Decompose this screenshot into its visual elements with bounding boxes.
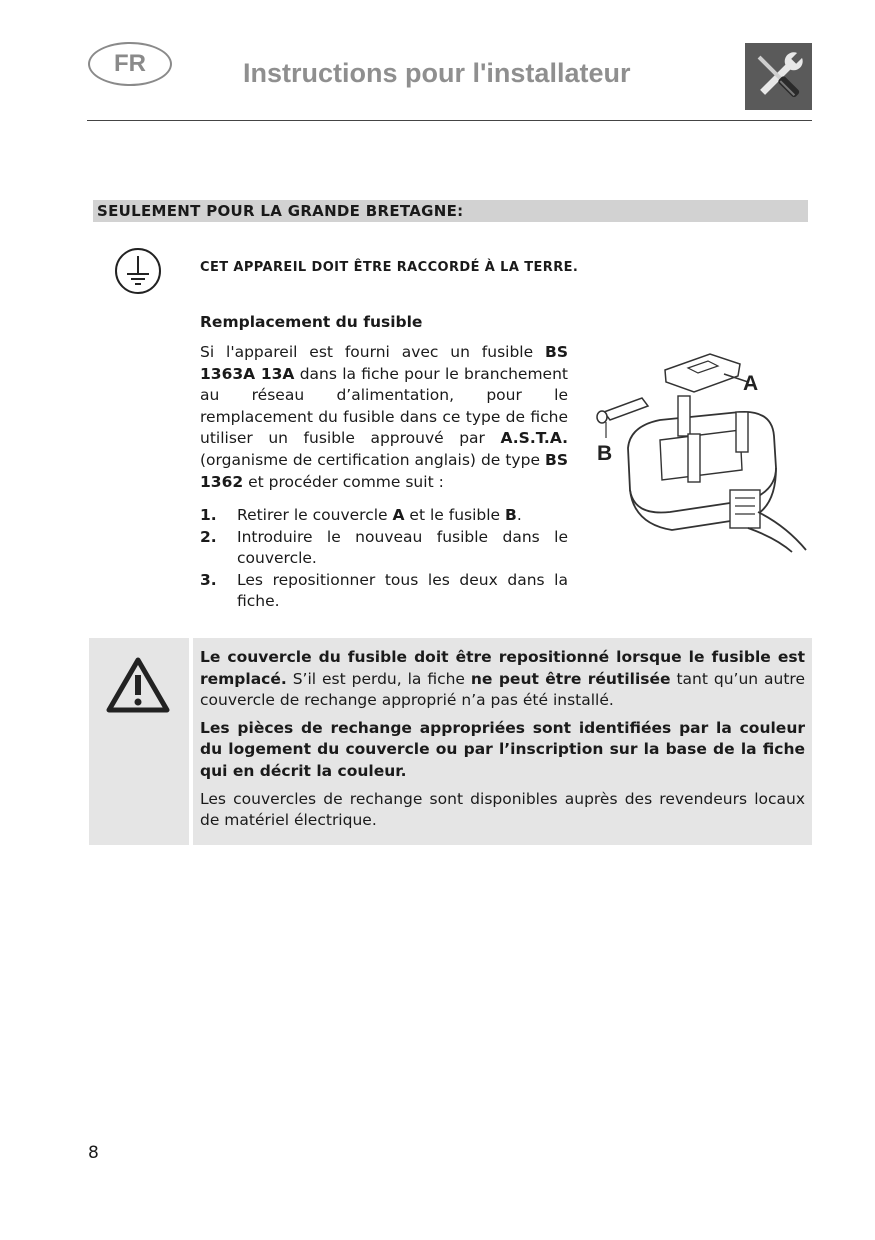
- steps-list: [200, 505, 568, 613]
- step-item: [200, 527, 568, 570]
- plug-body: [628, 396, 806, 552]
- step-number: 2.: [200, 527, 217, 546]
- warning-normal: S’il est perdu, la fiche: [286, 669, 471, 688]
- tools-icon: [745, 43, 812, 110]
- step-text: Retirer le couvercle: [237, 506, 393, 524]
- intro-text: (organisme de certification anglais) de type: [200, 450, 546, 469]
- warning-bold: Les pièces de rechange appropriées sont identifiées par la couleur du logement du couvercle ou par l’inscription sur la base de la fiche qui en décrit la couleur.: [200, 718, 805, 780]
- language-code: FR: [114, 50, 146, 77]
- intro-bold: BS 1362: [200, 450, 568, 491]
- plug-diagram-svg: [590, 340, 812, 555]
- warning-text: [200, 647, 805, 838]
- label-a: A: [743, 372, 759, 395]
- warning-bold: Le couvercle du fusible doit être repositionné lorsque le fusible est remplacé.: [200, 648, 805, 688]
- intro-text: et procéder comme suit :: [243, 472, 444, 491]
- language-badge: [88, 42, 172, 86]
- warning-normal: tant qu’un autre couvercle de rechange approprié n’a pas été installé.: [200, 669, 805, 710]
- label-b: B: [597, 442, 613, 465]
- step-text: Les repositionner tous les deux dans la fiche.: [237, 570, 568, 611]
- header-divider: [87, 120, 812, 121]
- step-text: et le fusible: [404, 506, 506, 524]
- plug-fuse-diagram: [590, 340, 812, 555]
- page-header: [0, 0, 875, 125]
- warning-bold: ne peut être réutilisée: [470, 669, 671, 688]
- intro-bold: BS 1363A 13A: [200, 343, 568, 383]
- earth-warning: CET APPAREIL DOIT ÊTRE RACCORDÉ À LA TERRE.: [200, 260, 579, 275]
- warning-paragraph-2: [200, 718, 805, 783]
- earth-ground-icon: [114, 247, 162, 295]
- page-title: Instructions pour l'installateur: [243, 58, 631, 88]
- step-item: [200, 570, 568, 613]
- step-text: .: [516, 506, 522, 524]
- step-number: 3.: [200, 570, 217, 589]
- warning-paragraph-3: Les couvercles de rechange sont disponibles auprès des revendeurs locaux de matériel électrique.: [200, 789, 805, 830]
- page-number: 8: [88, 1143, 99, 1163]
- step-item: [200, 505, 568, 527]
- step-number: 1.: [200, 506, 217, 524]
- warning-triangle-icon: [104, 655, 172, 715]
- section-heading: SEULEMENT POUR LA GRANDE BRETAGNE:: [93, 200, 808, 222]
- fuse-subheading: Remplacement du fusible: [200, 313, 423, 331]
- warning-paragraph-1: [200, 647, 805, 712]
- intro-bold: A.S.T.A.: [500, 429, 568, 448]
- intro-text: Si l'appareil est fourni avec un fusible: [200, 343, 546, 361]
- step-bold: A: [392, 506, 405, 524]
- fuse-intro-paragraph: [200, 342, 568, 493]
- intro-text: dans la fiche pour le branchement au réseau d’alimentation, pour le remplacement du fusible dans ce type de fiche utiliser un fusible approuvé par: [200, 364, 568, 448]
- step-text: Introduire le nouveau fusible dans le couvercle.: [237, 527, 568, 568]
- step-bold: B: [505, 506, 517, 524]
- fuse-cover-a: [665, 354, 748, 392]
